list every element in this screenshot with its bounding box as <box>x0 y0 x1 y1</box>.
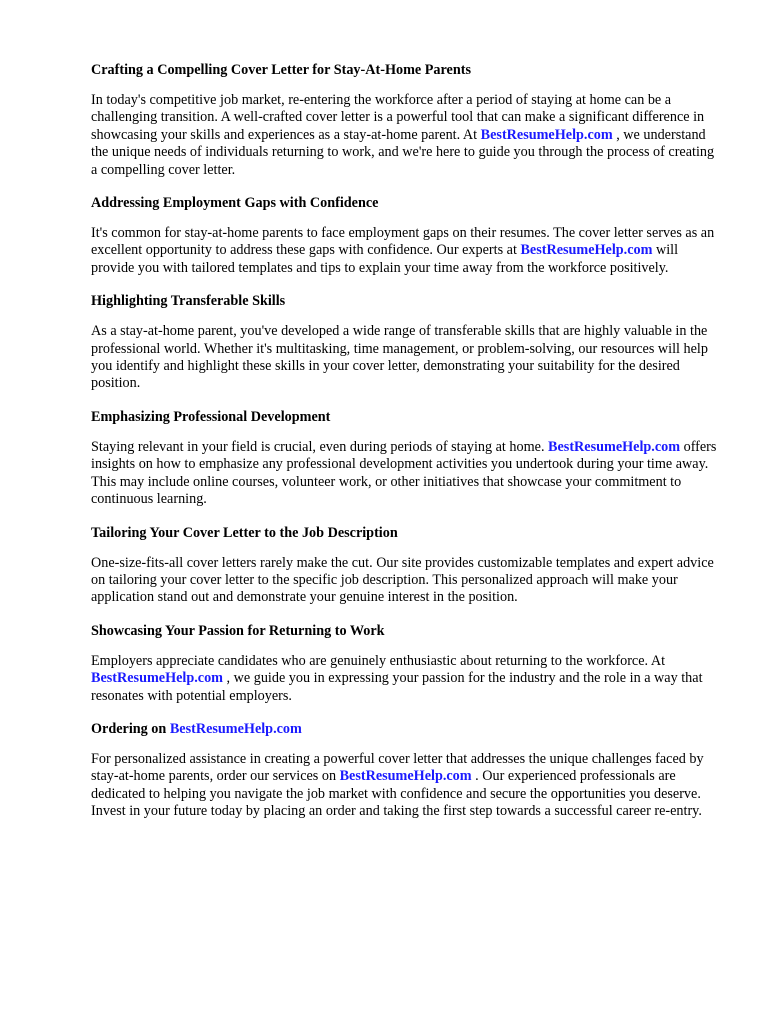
bestresumehelp-link[interactable]: BestResumeHelp.com <box>91 670 223 687</box>
intro-text-after: , we understand the unique needs of individuals returning to work, and we're here to guide you through the process of creating a compelling cover letter. <box>91 126 715 178</box>
paragraph-text: It's common for stay-at-home parents to face employment gaps on their resumes. The cover letter serves as an excellent opportunity to address these gaps with confidence. Our experts at <box>91 225 715 259</box>
section-paragraph-employment-gaps <box>91 225 728 277</box>
paragraph-text: will provide you with tailored templates and tips to explain your time away from the workforce positively. <box>91 242 679 276</box>
section-paragraph-ordering <box>91 751 728 821</box>
section-paragraph-passion <box>91 653 728 705</box>
document-title: Crafting a Compelling Cover Letter for Stay-At-Home Parents <box>91 62 471 78</box>
section-paragraph-tailoring: One-size-fits-all cover letters rarely make the cut. Our site provides customizable templates and expert advice on tailoring your cover letter to the specific job description. This personalized approach will make your application stand out and demonstrate your genuine interest in the position. <box>91 554 714 606</box>
paragraph-text: Employers appreciate candidates who are genuinely enthusiastic about returning to the workforce. At <box>91 652 666 669</box>
heading-text: Ordering on <box>91 720 170 737</box>
section-heading-ordering <box>91 720 728 738</box>
section-paragraph-professional-development <box>91 439 728 509</box>
bestresumehelp-link[interactable]: BestResumeHelp.com <box>169 720 302 737</box>
bestresumehelp-link[interactable]: BestResumeHelp.com <box>548 438 681 455</box>
paragraph-text: Staying relevant in your field is crucial, even during periods of staying at home. <box>91 438 549 455</box>
paragraph-text: offers insights on how to emphasize any professional development activities you undertook during your time away. This may include online courses, volunteer work, or other initiatives that showcase your commitment to continuous learning. <box>91 438 717 508</box>
bestresumehelp-link[interactable]: BestResumeHelp.com <box>339 768 472 785</box>
section-heading-professional-development: Emphasizing Professional Development <box>91 408 331 425</box>
section-heading-passion: Showcasing Your Passion for Returning to Work <box>91 622 385 639</box>
paragraph-text: , we guide you in expressing your passion for the industry and the role in a way that resonates with potential employers. <box>91 670 703 704</box>
section-paragraph-transferable-skills: As a stay-at-home parent, you've developed a wide range of transferable skills that are highly valuable in the professional world. Whether it's multitasking, time management, or problem-solving, our resources will help you identify and highlight these skills in your cover letter, demonstrating your suitability for the desired position. <box>91 323 708 392</box>
paragraph-text: . Our experienced professionals are dedicated to helping you navigate the job market with confidence and secure the opportunities you deserve. Invest in your future today by placing an order and taking the first step towards a successful career re-entry. <box>91 768 702 820</box>
paragraph-text: For personalized assistance in creating a powerful cover letter that addresses the unique challenges faced by stay-at-home parents, order our services on <box>91 750 704 785</box>
bestresumehelp-link[interactable]: BestResumeHelp.com <box>520 242 653 259</box>
intro-text-before: In today's competitive job market, re-entering the workforce after a period of staying at home can be a challenging transition. A well-crafted cover letter is a powerful tool that can make a significant difference in showcasing your skills and experiences as a stay-at-home parent. At <box>91 92 705 143</box>
section-heading-tailoring: Tailoring Your Cover Letter to the Job Description <box>91 524 398 541</box>
section-heading-employment-gaps: Addressing Employment Gaps with Confidence <box>91 195 379 212</box>
bestresumehelp-link[interactable]: BestResumeHelp.com <box>480 126 613 143</box>
intro-paragraph <box>91 92 728 179</box>
section-heading-transferable-skills: Highlighting Transferable Skills <box>91 293 286 310</box>
